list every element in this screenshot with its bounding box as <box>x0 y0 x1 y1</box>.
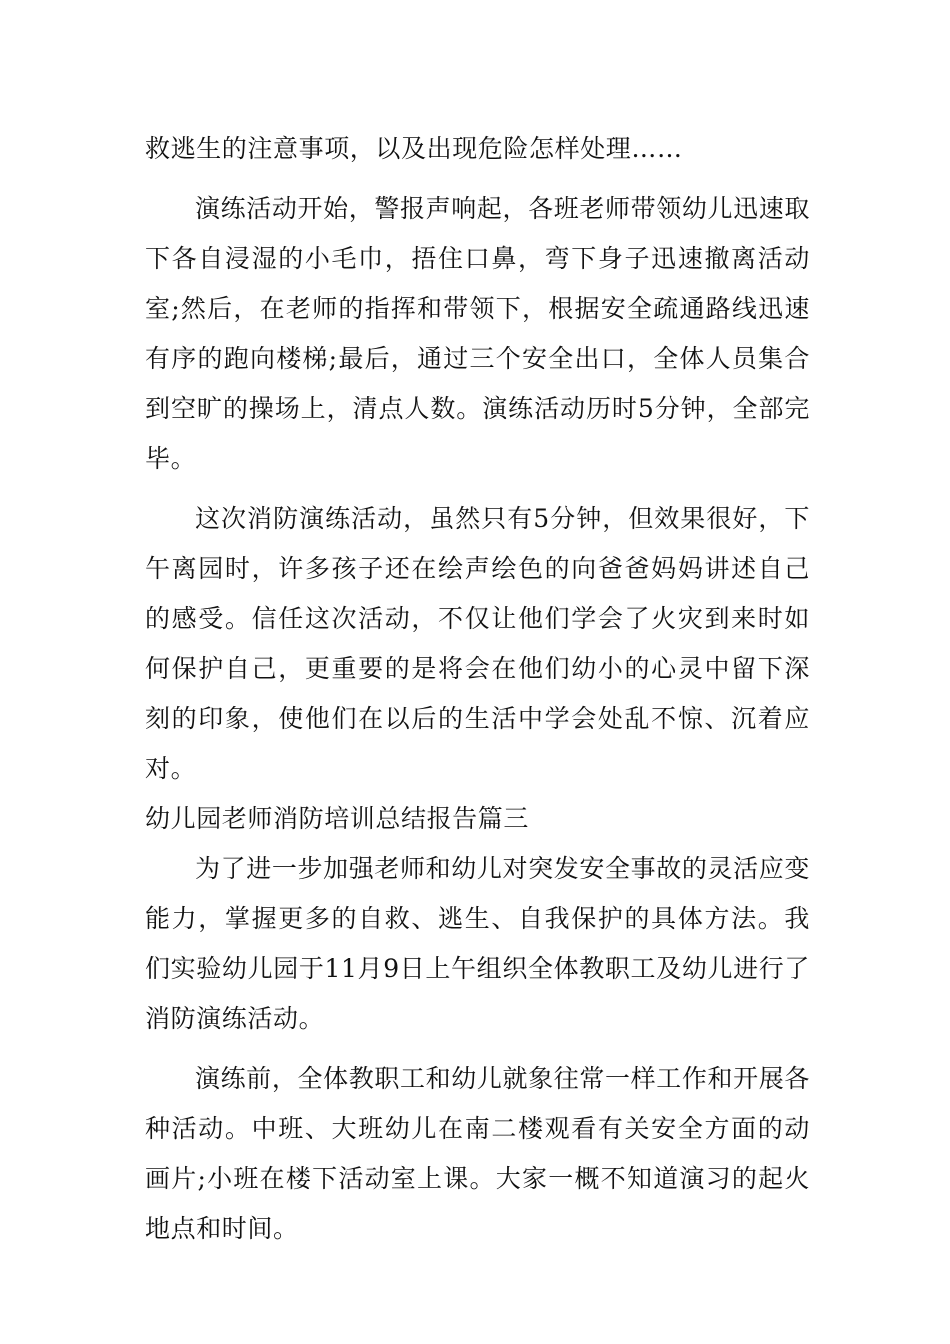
paragraph-section-intro: 为了进一步加强老师和幼儿对突发安全事故的灵活应变能力，掌握更多的自救、逃生、自我保护的具体方法。我们实验幼儿园于11月9日上午组织全体教职工及幼儿进行了消防演练活动。 <box>145 854 810 1033</box>
paragraph-continuation: 救逃生的注意事项，以及出现危险怎样处理…… <box>145 134 683 163</box>
paragraph-drill-start: 演练活动开始，警报声响起，各班老师带领幼儿迅速取下各自浸湿的小毛巾，捂住口鼻，弯下身子迅速撤离活动室;然后，在老师的指挥和带领下，根据安全疏通路线迅速有序的跑向楼梯;最后，通过三个安全出口，全体人员集合到空旷的操场上，清点人数。演练活动历时5分钟，全部完毕。 <box>145 194 810 473</box>
document-body <box>145 124 810 1264</box>
paragraph-before-drill: 演练前，全体教职工和幼儿就象往常一样工作和开展各种活动。中班、大班幼儿在南二楼观看有关安全方面的动画片;小班在楼下活动室上课。大家一概不知道演习的起火地点和时间。 <box>145 1064 810 1243</box>
paragraph-drill-effect: 这次消防演练活动，虽然只有5分钟，但效果很好，下午离园时，许多孩子还在绘声绘色的向爸爸妈妈讲述自己的感受。信任这次活动，不仅让他们学会了火灾到来时如何保护自己，更重要的是将会在他们幼小的心灵中留下深刻的印象，使他们在以后的生活中学会处乱不惊、沉着应对。 <box>145 504 810 783</box>
section-title: 幼儿园老师消防培训总结报告篇三 <box>145 804 530 833</box>
